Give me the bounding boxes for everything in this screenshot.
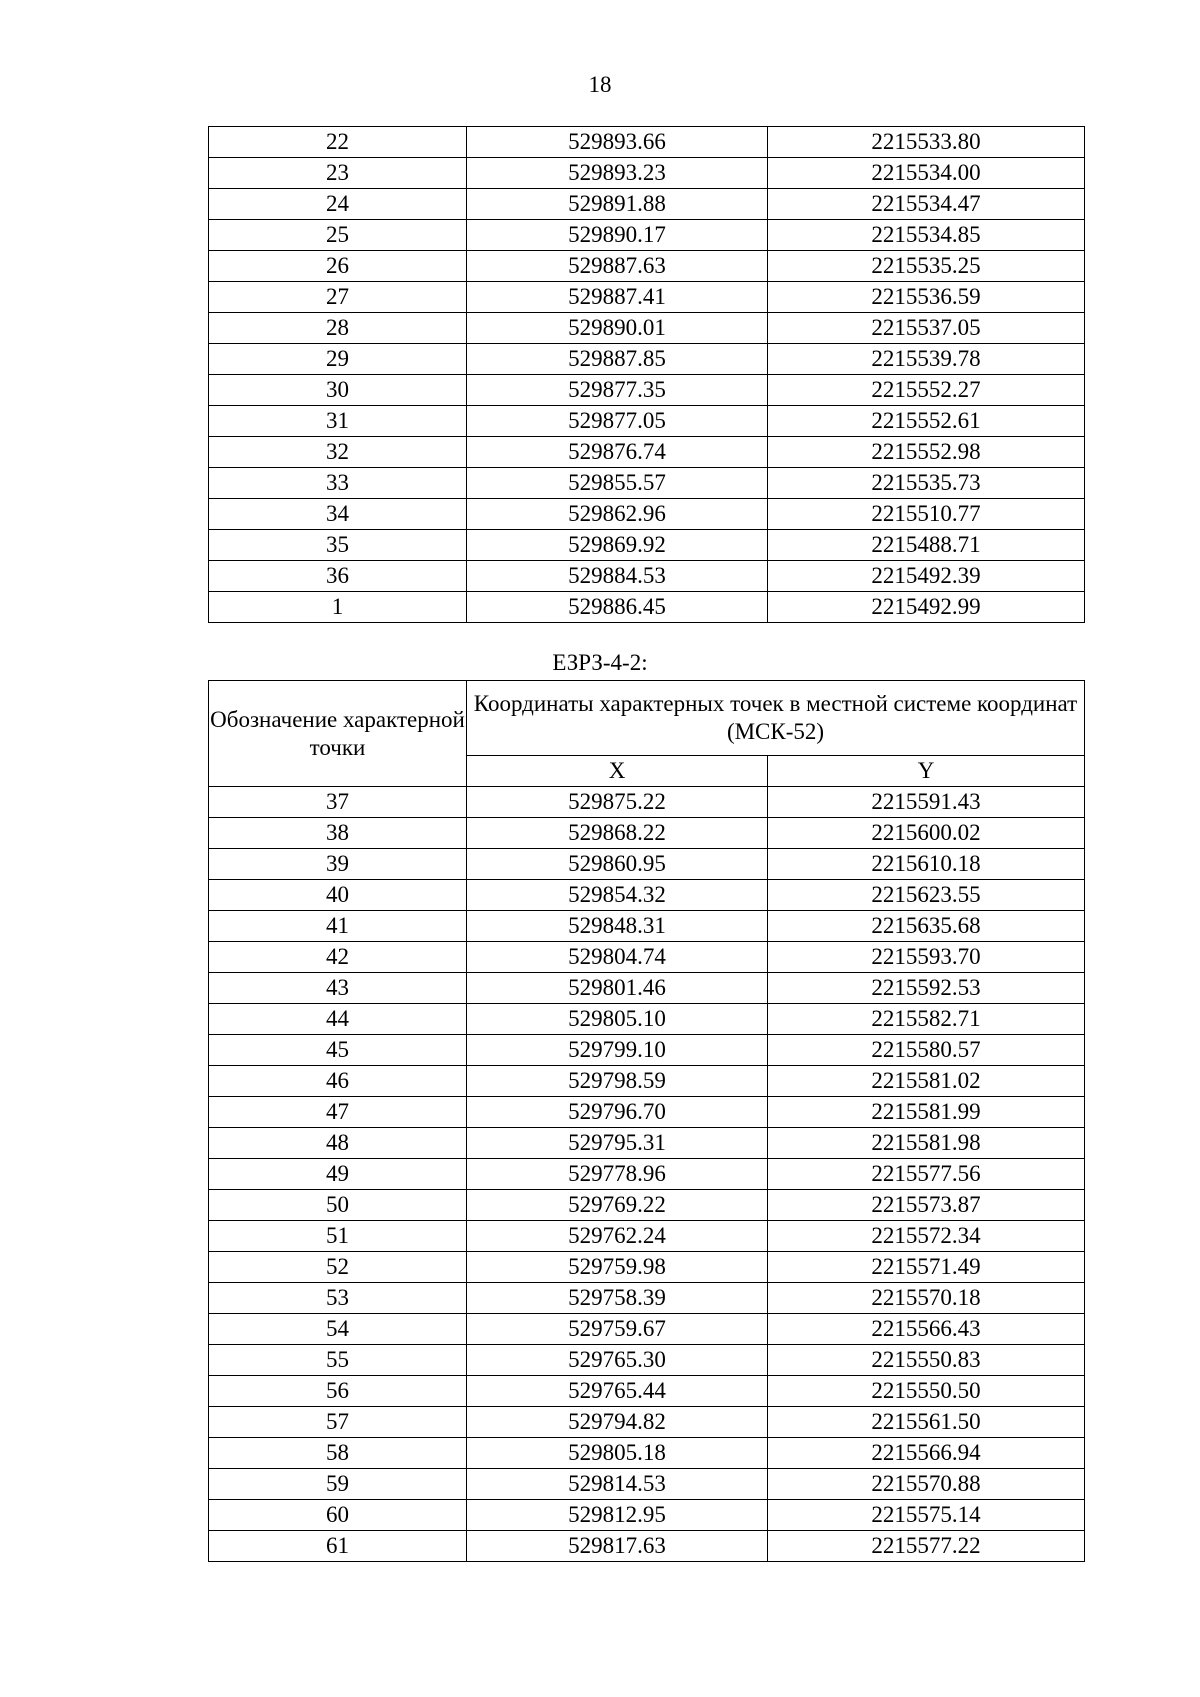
y-coordinate-cell: 2215581.02: [768, 1066, 1085, 1097]
y-coordinate-cell: 2215582.71: [768, 1004, 1085, 1035]
point-number-cell: 38: [209, 818, 467, 849]
header-x: X: [467, 756, 768, 787]
table-row: [209, 787, 1085, 818]
y-coordinate-cell: 2215550.50: [768, 1376, 1085, 1407]
y-coordinate-cell: 2215539.78: [768, 344, 1085, 375]
table-caption: ЕЗРЗ-4-2:: [552, 650, 648, 675]
x-coordinate-cell: 529868.22: [467, 818, 768, 849]
table-row: [209, 437, 1085, 468]
point-number-cell: 57: [209, 1407, 467, 1438]
y-coordinate-cell: 2215635.68: [768, 911, 1085, 942]
y-coordinate-cell: 2215537.05: [768, 313, 1085, 344]
y-coordinate-cell: 2215580.57: [768, 1035, 1085, 1066]
y-coordinate-cell: 2215550.83: [768, 1345, 1085, 1376]
y-coordinate-cell: 2215581.98: [768, 1128, 1085, 1159]
y-coordinate-cell: 2215572.34: [768, 1221, 1085, 1252]
y-coordinate-cell: 2215492.39: [768, 561, 1085, 592]
x-coordinate-cell: 529812.95: [467, 1500, 768, 1531]
table-row: [209, 344, 1085, 375]
table-row: [209, 127, 1085, 158]
point-number-cell: 52: [209, 1252, 467, 1283]
point-number-cell: 23: [209, 158, 467, 189]
x-coordinate-cell: 529762.24: [467, 1221, 768, 1252]
x-coordinate-cell: 529795.31: [467, 1128, 768, 1159]
y-coordinate-cell: 2215534.85: [768, 220, 1085, 251]
table-row: [209, 818, 1085, 849]
page-number: 18: [588, 72, 612, 97]
table-row: [209, 561, 1085, 592]
y-coordinate-cell: 2215535.73: [768, 468, 1085, 499]
y-coordinate-cell: 2215571.49: [768, 1252, 1085, 1283]
x-coordinate-cell: 529893.66: [467, 127, 768, 158]
x-coordinate-cell: 529893.23: [467, 158, 768, 189]
y-coordinate-cell: 2215534.47: [768, 189, 1085, 220]
table-row: [209, 1159, 1085, 1190]
x-coordinate-cell: 529765.44: [467, 1376, 768, 1407]
point-number-cell: 29: [209, 344, 467, 375]
x-coordinate-cell: 529799.10: [467, 1035, 768, 1066]
x-coordinate-cell: 529778.96: [467, 1159, 768, 1190]
table-header: [209, 681, 1085, 787]
table-row: [209, 499, 1085, 530]
table-row: [209, 468, 1085, 499]
table-row: [209, 158, 1085, 189]
header-coordinates: Координаты характерных точек в местной системе координат (МСК-52): [467, 681, 1085, 756]
y-coordinate-cell: 2215566.43: [768, 1314, 1085, 1345]
point-number-cell: 54: [209, 1314, 467, 1345]
point-number-cell: 32: [209, 437, 467, 468]
x-coordinate-cell: 529759.98: [467, 1252, 768, 1283]
x-coordinate-cell: 529794.82: [467, 1407, 768, 1438]
x-coordinate-cell: 529796.70: [467, 1097, 768, 1128]
x-coordinate-cell: 529860.95: [467, 849, 768, 880]
y-coordinate-cell: 2215592.53: [768, 973, 1085, 1004]
y-coordinate-cell: 2215552.27: [768, 375, 1085, 406]
point-number-cell: 25: [209, 220, 467, 251]
x-coordinate-cell: 529765.30: [467, 1345, 768, 1376]
point-number-cell: 58: [209, 1438, 467, 1469]
table-row: [209, 1407, 1085, 1438]
y-coordinate-cell: 2215581.99: [768, 1097, 1085, 1128]
y-coordinate-cell: 2215510.77: [768, 499, 1085, 530]
point-number-cell: 42: [209, 942, 467, 973]
point-number-cell: 34: [209, 499, 467, 530]
x-coordinate-cell: 529877.05: [467, 406, 768, 437]
point-number-cell: 30: [209, 375, 467, 406]
table-row: [209, 1128, 1085, 1159]
table-row: [209, 1283, 1085, 1314]
y-coordinate-cell: 2215561.50: [768, 1407, 1085, 1438]
y-coordinate-cell: 2215570.88: [768, 1469, 1085, 1500]
y-coordinate-cell: 2215591.43: [768, 787, 1085, 818]
x-coordinate-cell: 529890.01: [467, 313, 768, 344]
x-coordinate-cell: 529875.22: [467, 787, 768, 818]
table-row: [209, 1345, 1085, 1376]
table-row: [209, 375, 1085, 406]
table-row: [209, 1035, 1085, 1066]
y-coordinate-cell: 2215535.25: [768, 251, 1085, 282]
y-coordinate-cell: 2215492.99: [768, 592, 1085, 623]
x-coordinate-cell: 529848.31: [467, 911, 768, 942]
point-number-cell: 55: [209, 1345, 467, 1376]
point-number-cell: 48: [209, 1128, 467, 1159]
table-row: [209, 911, 1085, 942]
point-number-cell: 46: [209, 1066, 467, 1097]
point-number-cell: 33: [209, 468, 467, 499]
table-row: [209, 406, 1085, 437]
table-row: [209, 1252, 1085, 1283]
x-coordinate-cell: 529887.63: [467, 251, 768, 282]
point-number-cell: 53: [209, 1283, 467, 1314]
point-number-cell: 44: [209, 1004, 467, 1035]
x-coordinate-cell: 529804.74: [467, 942, 768, 973]
x-coordinate-cell: 529890.17: [467, 220, 768, 251]
table-body: [209, 127, 1085, 623]
x-coordinate-cell: 529884.53: [467, 561, 768, 592]
y-coordinate-cell: 2215488.71: [768, 530, 1085, 561]
x-coordinate-cell: 529855.57: [467, 468, 768, 499]
point-number-cell: 28: [209, 313, 467, 344]
table-row: [209, 1097, 1085, 1128]
y-coordinate-cell: 2215566.94: [768, 1438, 1085, 1469]
table-row: [209, 942, 1085, 973]
point-number-cell: 49: [209, 1159, 467, 1190]
table-row: [209, 1314, 1085, 1345]
point-number-cell: 22: [209, 127, 467, 158]
x-coordinate-cell: 529798.59: [467, 1066, 768, 1097]
point-number-cell: 50: [209, 1190, 467, 1221]
x-coordinate-cell: 529887.41: [467, 282, 768, 313]
table-row: [209, 1500, 1085, 1531]
x-coordinate-cell: 529862.96: [467, 499, 768, 530]
y-coordinate-cell: 2215534.00: [768, 158, 1085, 189]
y-coordinate-cell: 2215623.55: [768, 880, 1085, 911]
y-coordinate-cell: 2215533.80: [768, 127, 1085, 158]
table-row: [209, 1066, 1085, 1097]
table-row: [209, 592, 1085, 623]
y-coordinate-cell: 2215536.59: [768, 282, 1085, 313]
table-row: [209, 282, 1085, 313]
x-coordinate-cell: 529805.18: [467, 1438, 768, 1469]
x-coordinate-cell: 529759.67: [467, 1314, 768, 1345]
table-row: [209, 1438, 1085, 1469]
table-row: [209, 1376, 1085, 1407]
x-coordinate-cell: 529801.46: [467, 973, 768, 1004]
y-coordinate-cell: 2215570.18: [768, 1283, 1085, 1314]
point-number-cell: 51: [209, 1221, 467, 1252]
y-coordinate-cell: 2215577.22: [768, 1531, 1085, 1562]
table-body: [209, 787, 1085, 1562]
x-coordinate-cell: 529814.53: [467, 1469, 768, 1500]
header-y: Y: [768, 756, 1085, 787]
header-point-designation: Обозначение характерной точки: [209, 681, 467, 787]
x-coordinate-cell: 529758.39: [467, 1283, 768, 1314]
table-row: [209, 1531, 1085, 1562]
point-number-cell: 60: [209, 1500, 467, 1531]
table-row: [209, 1190, 1085, 1221]
table-row: [209, 189, 1085, 220]
point-number-cell: 39: [209, 849, 467, 880]
point-number-cell: 56: [209, 1376, 467, 1407]
table-row: [209, 220, 1085, 251]
table-row: [209, 530, 1085, 561]
x-coordinate-cell: 529877.35: [467, 375, 768, 406]
point-number-cell: 43: [209, 973, 467, 1004]
y-coordinate-cell: 2215552.61: [768, 406, 1085, 437]
x-coordinate-cell: 529887.85: [467, 344, 768, 375]
point-number-cell: 1: [209, 592, 467, 623]
y-coordinate-cell: 2215577.56: [768, 1159, 1085, 1190]
table-row: [209, 1469, 1085, 1500]
table-row: [209, 251, 1085, 282]
point-number-cell: 24: [209, 189, 467, 220]
x-coordinate-cell: 529891.88: [467, 189, 768, 220]
x-coordinate-cell: 529854.32: [467, 880, 768, 911]
y-coordinate-cell: 2215575.14: [768, 1500, 1085, 1531]
point-number-cell: 37: [209, 787, 467, 818]
y-coordinate-cell: 2215552.98: [768, 437, 1085, 468]
table-row: [209, 313, 1085, 344]
point-number-cell: 45: [209, 1035, 467, 1066]
coordinates-table-ezrz-4-2: [208, 680, 1085, 1562]
y-coordinate-cell: 2215593.70: [768, 942, 1085, 973]
table-row: [209, 1221, 1085, 1252]
table-row: [209, 880, 1085, 911]
coordinates-table-continued: [208, 126, 1085, 623]
point-number-cell: 47: [209, 1097, 467, 1128]
x-coordinate-cell: 529805.10: [467, 1004, 768, 1035]
x-coordinate-cell: 529769.22: [467, 1190, 768, 1221]
point-number-cell: 36: [209, 561, 467, 592]
point-number-cell: 35: [209, 530, 467, 561]
point-number-cell: 26: [209, 251, 467, 282]
point-number-cell: 41: [209, 911, 467, 942]
table-row: [209, 849, 1085, 880]
x-coordinate-cell: 529886.45: [467, 592, 768, 623]
x-coordinate-cell: 529876.74: [467, 437, 768, 468]
y-coordinate-cell: 2215600.02: [768, 818, 1085, 849]
point-number-cell: 40: [209, 880, 467, 911]
point-number-cell: 27: [209, 282, 467, 313]
point-number-cell: 31: [209, 406, 467, 437]
x-coordinate-cell: 529869.92: [467, 530, 768, 561]
point-number-cell: 59: [209, 1469, 467, 1500]
y-coordinate-cell: 2215610.18: [768, 849, 1085, 880]
point-number-cell: 61: [209, 1531, 467, 1562]
table-row: [209, 973, 1085, 1004]
table-row: [209, 1004, 1085, 1035]
x-coordinate-cell: 529817.63: [467, 1531, 768, 1562]
y-coordinate-cell: 2215573.87: [768, 1190, 1085, 1221]
